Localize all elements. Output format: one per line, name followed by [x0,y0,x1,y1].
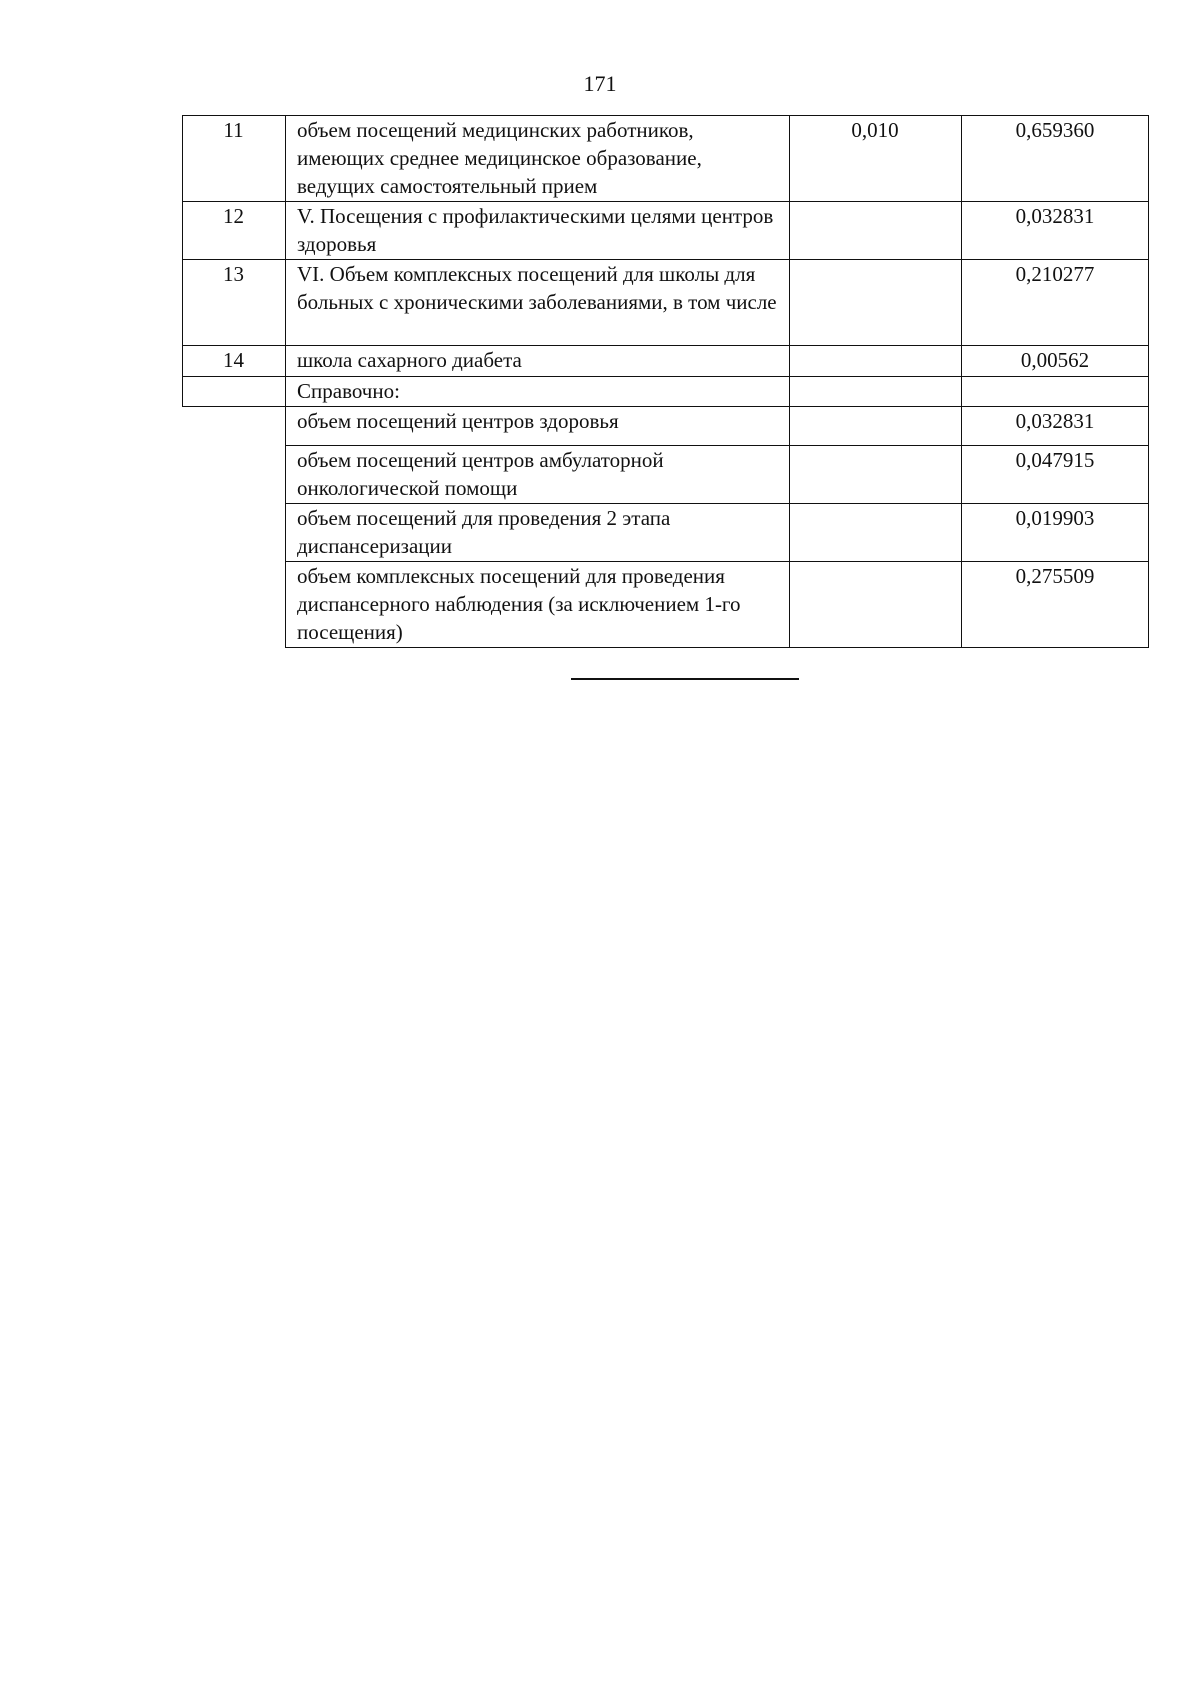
table-row [0,407,1200,445]
table-border [182,115,183,407]
row-number [182,446,285,503]
row-value-2: 0,659360 [1015,118,1095,142]
row-value-1: 0,010 [851,118,899,142]
table-row [0,446,1200,503]
table-border [961,115,962,648]
row-value-2 [961,377,1149,405]
row-number: 14 [223,348,244,372]
row-number: 13 [223,262,244,286]
table-row [0,260,1200,345]
row-value-2: 0,032831 [1015,409,1095,433]
row-description: школа сахарного диабета [297,348,522,372]
row-value-1 [789,260,961,345]
row-value-2: 0,019903 [1015,506,1095,530]
row-value-2: 0,275509 [1015,564,1095,588]
row-description: объем посещений центров здоровья [297,409,619,433]
row-number [182,562,285,647]
row-value-2: 0,00562 [1020,348,1090,372]
table-border [182,376,1149,377]
row-description: Справочно: [297,379,400,403]
row-description: объем посещений центров амбулаторной онкологической помощи [297,448,664,500]
row-value-1 [789,346,961,376]
row-number [182,504,285,561]
end-rule [571,678,799,680]
table-border [182,406,1149,407]
table-border [789,115,790,648]
row-description: VI. Объем комплексных посещений для школы для больных с хроническими заболеваниями, в том числе [297,262,777,314]
row-number [182,407,285,445]
row-value-1 [789,446,961,503]
row-value-1 [789,377,961,405]
row-value-1 [789,202,961,259]
table-border [182,115,1149,116]
table-border [182,259,1149,260]
row-description: объем посещений медицинских работников, имеющих среднее медицинское образование, ведущих самостоятельный прием [297,118,702,198]
row-description: объем комплексных посещений для проведения диспансерного наблюдения (за исключением 1-го посещения) [297,564,741,644]
table-row [0,377,1200,405]
table-border [285,647,1149,648]
table-border [285,561,1149,562]
table-row [0,562,1200,647]
table-border [1148,115,1149,648]
table-row [0,504,1200,561]
table-border [182,201,1149,202]
table-border [182,345,1149,346]
page-number: 171 [583,71,617,96]
row-description: V. Посещения с профилактическими целями центров здоровья [297,204,774,256]
table-row [0,346,1200,376]
row-number [182,377,285,405]
row-number: 11 [223,118,244,142]
row-value-1 [789,407,961,445]
row-value-1 [789,562,961,647]
row-value-2: 0,032831 [1015,204,1095,228]
table-border [285,445,1149,446]
row-value-1 [789,504,961,561]
row-number: 12 [223,204,244,228]
row-description: объем посещений для проведения 2 этапа диспансеризации [297,506,671,558]
row-value-2: 0,210277 [1015,262,1095,286]
table-border [285,503,1149,504]
table-border [285,115,286,648]
table-row [0,202,1200,259]
row-value-2: 0,047915 [1015,448,1095,472]
table-row [0,116,1200,201]
